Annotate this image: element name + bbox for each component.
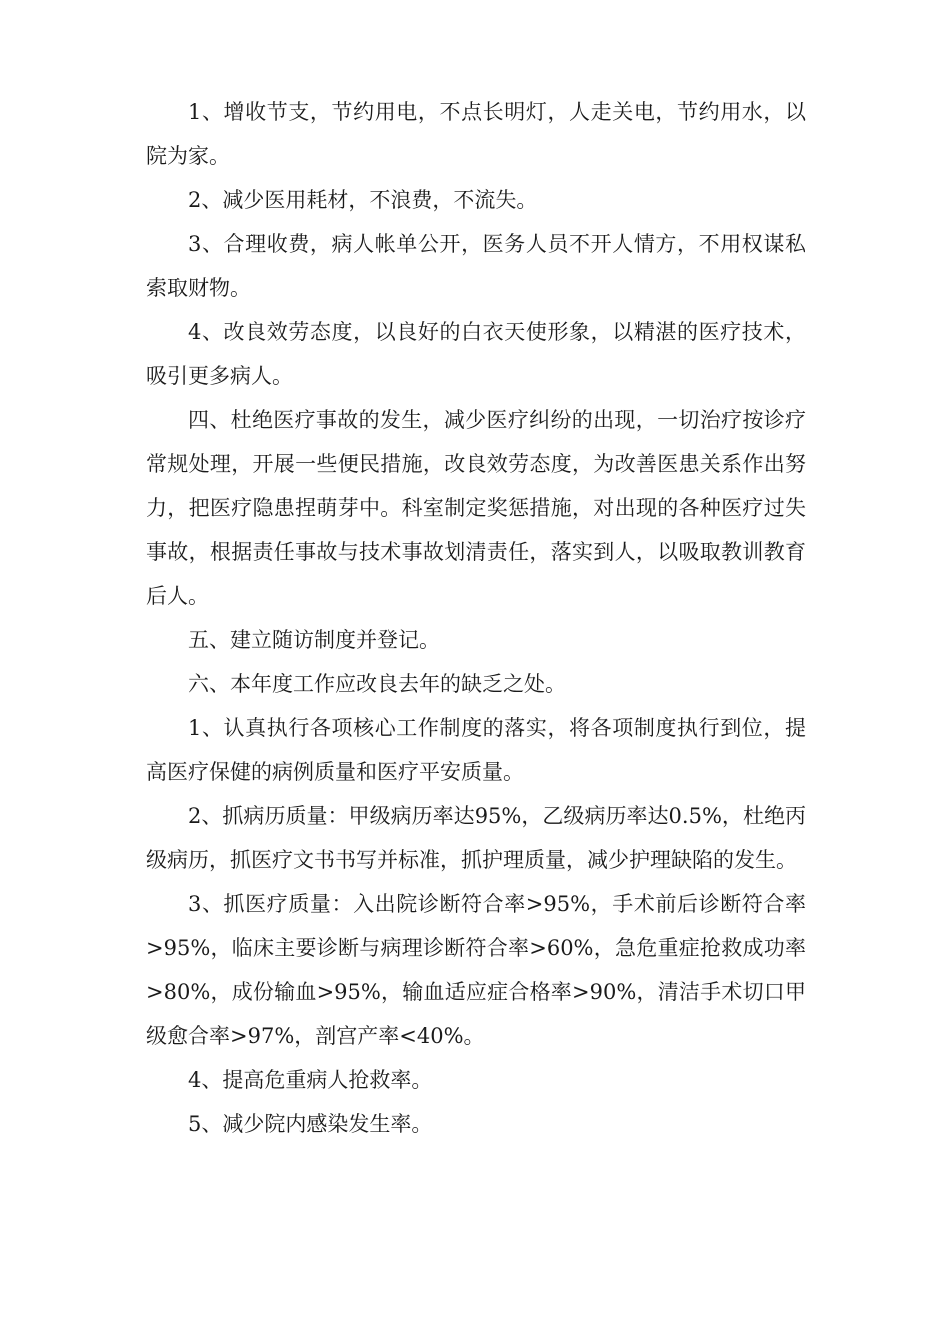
paragraph-item-4-improve-service: 4、改良效劳态度，以良好的白衣天使形象，以精湛的医疗技术，吸引更多病人。 bbox=[146, 320, 806, 388]
paragraph-item-2-reduce-consumables: 2、减少医用耗材，不浪费，不流失。 bbox=[188, 188, 538, 212]
paragraph-section-5-follow-up: 五、建立随访制度并登记。 bbox=[188, 628, 440, 652]
paragraph-item-3-medical-quality: 3、抓医疗质量：入出院诊断符合率>95%，手术前后诊断符合率>95%，临床主要诊断与病理诊断符合率>60%，急危重症抢救成功率>80%，成份输血>95%，输血适应症合格率>90%，清洁手术切口甲级愈合率>97%，剖宫产率<40%。 bbox=[146, 892, 806, 1048]
paragraph-item-4-rescue-rate: 4、提高危重病人抢救率。 bbox=[188, 1068, 433, 1092]
paragraph-item-1-core-system: 1、认真执行各项核心工作制度的落实，将各项制度执行到位，提高医疗保健的病例质量和医疗平安质量。 bbox=[146, 716, 806, 784]
paragraph-section-6-improvements: 六、本年度工作应改良去年的缺乏之处。 bbox=[188, 672, 566, 696]
paragraph-item-5-infection-rate: 5、减少院内感染发生率。 bbox=[188, 1112, 433, 1136]
paragraph-section-4-prevent-accidents: 四、杜绝医疗事故的发生，减少医疗纠纷的出现，一切治疗按诊疗常规处理，开展一些便民措施，改良效劳态度，为改善医患关系作出努力，把医疗隐患捏萌芽中。科室制定奖惩措施，对出现的各种医疗过失事故，根据责任事故与技术事故划清责任，落实到人，以吸取教训教育后人。 bbox=[146, 408, 806, 608]
paragraph-item-3-reasonable-charges: 3、合理收费，病人帐单公开，医务人员不开人情方，不用权谋私索取财物。 bbox=[146, 232, 806, 300]
paragraph-item-1-save-electricity: 1、增收节支，节约用电，不点长明灯，人走关电，节约用水，以院为家。 bbox=[146, 100, 806, 168]
document-body bbox=[146, 90, 806, 1146]
paragraph-item-2-record-quality: 2、抓病历质量：甲级病历率达95%，乙级病历率达0.5%，杜绝丙级病历，抓医疗文书书写并标准，抓护理质量，减少护理缺陷的发生。 bbox=[146, 804, 806, 872]
